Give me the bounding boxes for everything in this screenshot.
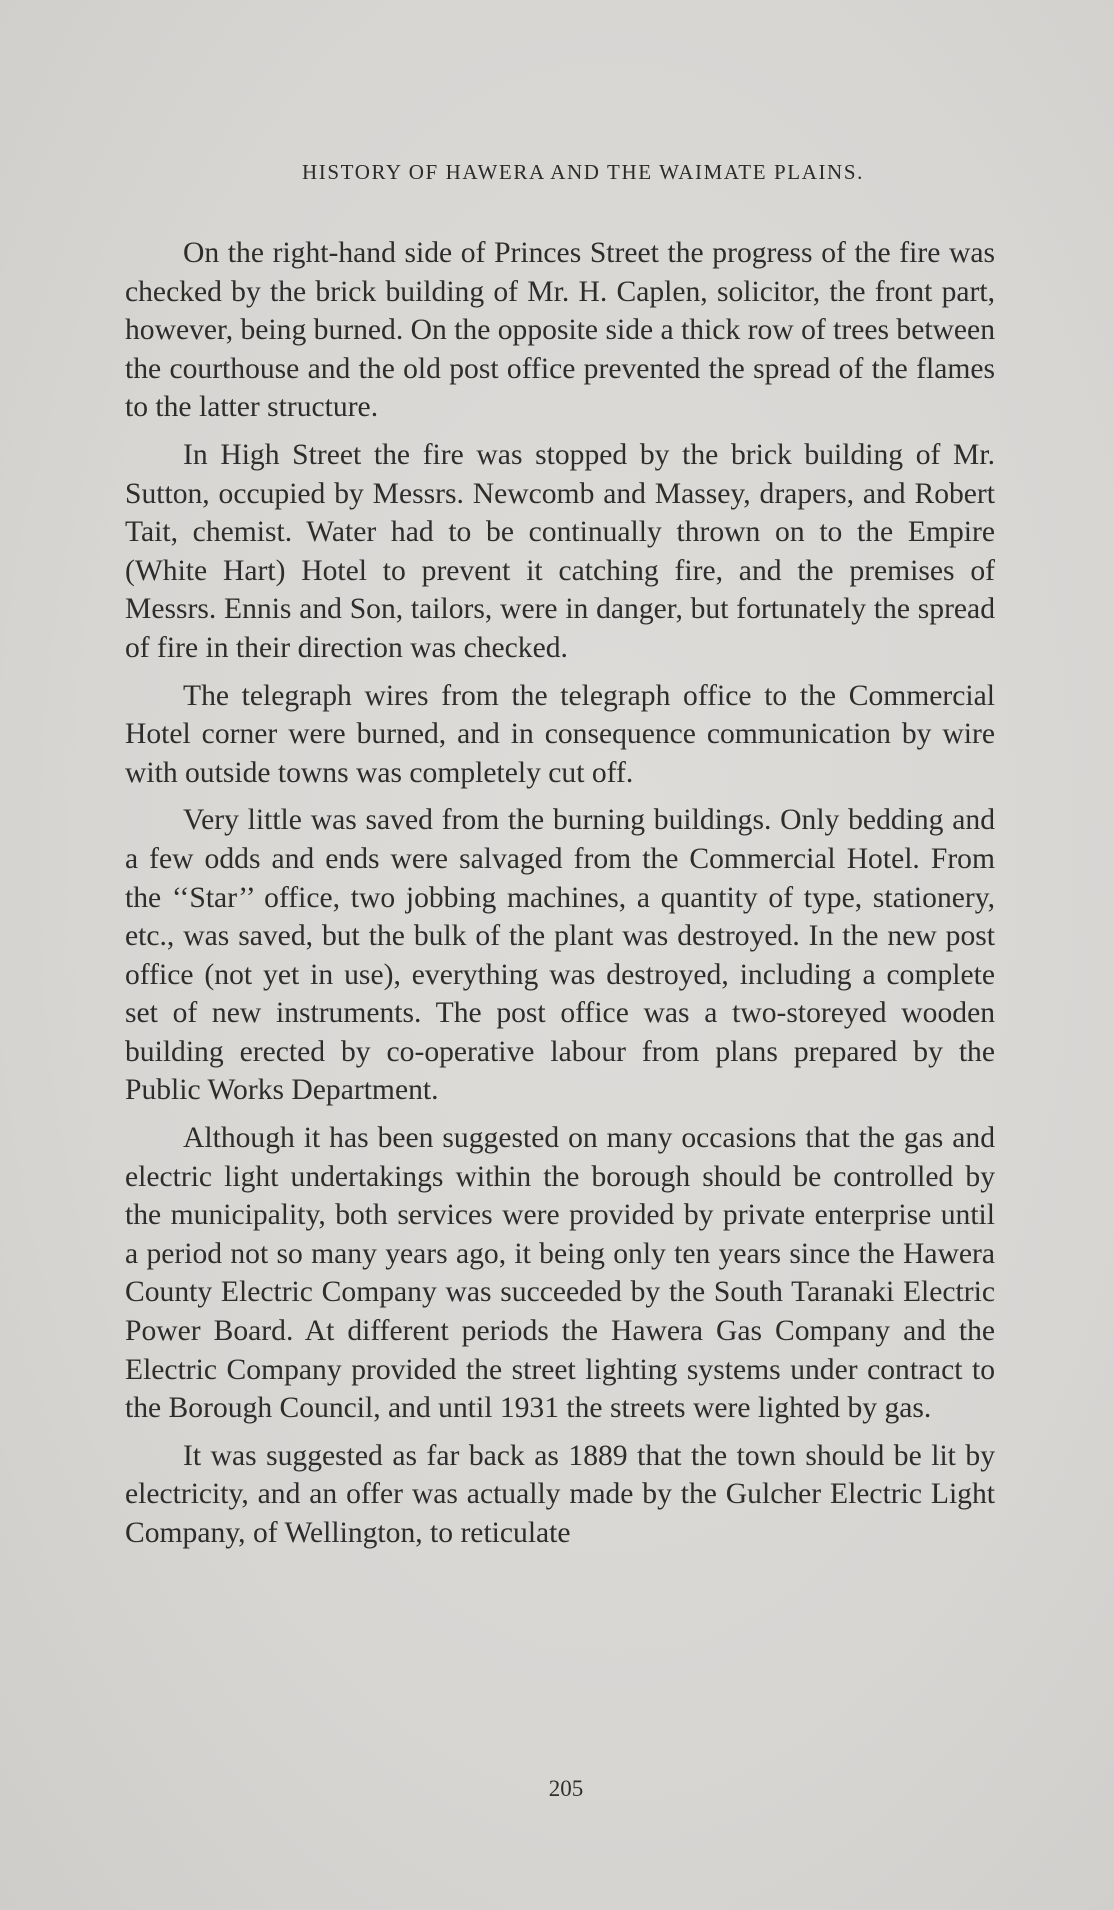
page-number: 205 (548, 1776, 584, 1801)
paragraph: In High Street the fire was stopped by the brick building of Mr. Sutton, occupied by Messrs. Newcomb and Massey, drapers, and Robert Tait, chemist. Water had to be continually thrown on to the Empire (White Hart) Hotel to prevent it catching fire, and the premises of Messrs. Ennis and Son, tailors, were in danger, but fortunately the spread of fire in their direction was checked. (125, 438, 995, 664)
paragraph: Although it has been suggested on many occasions that the gas and electric light undertakings within the borough should be controlled by the municipality, both services were provided by private enterprise until a period not so many years ago, it being only ten years since the Hawera County Electric Company was succeeded by the South Taranaki Electric Power Board. At different periods the Hawera Gas Company and the Electric Company provided the street lighting systems under contract to the Borough Council, and until 1931 the streets were lighted by gas. (125, 1122, 995, 1425)
paragraph: Very little was saved from the burning buildings. Only bedding and a few odds and ends were salvaged from the Commercial Hotel. From the ‘‘Star’’ office, two jobbing machines, a quantity of type, stationery, etc., was saved, but the bulk of the plant was destroyed. In the new post office (not yet in use), everything was destroyed, including a complete set of new instruments. The post office was a two-storeyed wooden building erected by co-operative labour from plans prepared by the Public Works Department. (125, 804, 995, 1107)
body-text (125, 234, 995, 1562)
paragraph: The telegraph wires from the telegraph office to the Commercial Hotel corner were burned, and in consequence communication by wire with outside towns was completely cut off. (125, 679, 995, 789)
paragraph: It was suggested as far back as 1889 that the town should be lit by electricity, and an offer was actually made by the Gulcher Electric Light Company, of Wellington, to reticulate (125, 1439, 995, 1549)
paragraph: On the right-hand side of Princes Street the progress of the fire was checked by the brick building of Mr. H. Caplen, solicitor, the front part, however, being burned. On the opposite side a thick row of trees between the courthouse and the old post office prevented the spread of the flames to the latter structure. (125, 237, 995, 424)
running-head: HISTORY OF HAWERA AND THE WAIMATE PLAINS. (302, 160, 864, 184)
